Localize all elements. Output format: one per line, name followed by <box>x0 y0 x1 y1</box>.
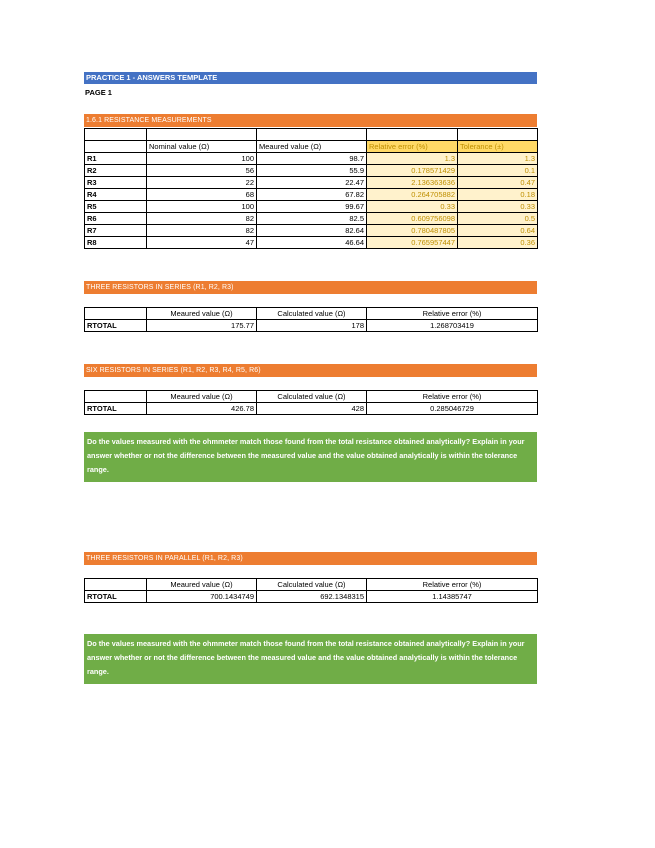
tolerance-cell[interactable]: 0.36 <box>458 237 538 249</box>
calculated-cell[interactable]: 692.1348315 <box>257 591 367 603</box>
measured-cell[interactable]: 82.5 <box>257 213 367 225</box>
measured-cell[interactable]: 46.64 <box>257 237 367 249</box>
nominal-cell[interactable]: 47 <box>147 237 257 249</box>
calculated-header[interactable]: Calculated value (Ω) <box>257 391 367 403</box>
tolerance-cell[interactable]: 0.5 <box>458 213 538 225</box>
series6-question[interactable]: Do the values measured with the ohmmeter match those found from the total resistance obtained analytically? Explain in your answer whether or not the difference between the measured value and the value obtained analytically is within the tolerance range. <box>84 432 537 482</box>
measured-header[interactable]: Meaured value (Ω) <box>147 308 257 320</box>
tolerance-cell[interactable]: 0.1 <box>458 165 538 177</box>
document-title: PRACTICE 1 - ANSWERS TEMPLATE <box>84 72 537 84</box>
blank-cell[interactable] <box>85 129 147 141</box>
parallel3-section-title: THREE RESISTORS IN PARALLEL (R1, R2, R3) <box>84 552 537 565</box>
tolerance-cell[interactable]: 1.3 <box>458 153 538 165</box>
series3-table <box>84 307 538 332</box>
row-label[interactable]: R2 <box>85 165 147 177</box>
table-row <box>85 153 538 165</box>
nominal-cell[interactable]: 68 <box>147 189 257 201</box>
nominal-header[interactable]: Nominal value (Ω) <box>147 141 257 153</box>
nominal-cell[interactable]: 56 <box>147 165 257 177</box>
row-label[interactable]: R5 <box>85 201 147 213</box>
measured-header[interactable]: Meaured value (Ω) <box>257 141 367 153</box>
measured-cell[interactable]: 426.78 <box>147 403 257 415</box>
nominal-cell[interactable]: 100 <box>147 153 257 165</box>
rel-error-cell[interactable]: 0.285046729 <box>367 403 538 415</box>
nominal-cell[interactable]: 100 <box>147 201 257 213</box>
header-row <box>85 141 538 153</box>
table-row <box>85 165 538 177</box>
measured-header[interactable]: Meaured value (Ω) <box>147 579 257 591</box>
rel-error-cell[interactable]: 0.780487805 <box>367 225 458 237</box>
rel-error-header[interactable]: Relative error (%) <box>367 391 538 403</box>
tolerance-header[interactable]: Tolerance (±) <box>458 141 538 153</box>
row-label[interactable]: R8 <box>85 237 147 249</box>
nominal-cell[interactable]: 82 <box>147 213 257 225</box>
rel-error-cell[interactable]: 0.33 <box>367 201 458 213</box>
calculated-cell[interactable]: 178 <box>257 320 367 332</box>
measured-cell[interactable]: 99.67 <box>257 201 367 213</box>
rel-error-cell[interactable]: 2.136363636 <box>367 177 458 189</box>
measured-cell[interactable]: 700.1434749 <box>147 591 257 603</box>
resistance-table <box>84 128 538 249</box>
table-row <box>85 225 538 237</box>
rel-error-cell[interactable]: 1.14385747 <box>367 591 538 603</box>
table-row <box>85 189 538 201</box>
parallel3-table <box>84 578 538 603</box>
corner-cell[interactable] <box>85 141 147 153</box>
nominal-cell[interactable]: 82 <box>147 225 257 237</box>
calculated-cell[interactable]: 428 <box>257 403 367 415</box>
corner-cell[interactable] <box>85 308 147 320</box>
table-row <box>85 320 538 332</box>
measured-cell[interactable]: 175.77 <box>147 320 257 332</box>
nominal-cell[interactable]: 22 <box>147 177 257 189</box>
rel-error-header[interactable]: Relative error (%) <box>367 579 538 591</box>
corner-cell[interactable] <box>85 391 147 403</box>
tolerance-cell[interactable]: 0.18 <box>458 189 538 201</box>
table-row <box>85 177 538 189</box>
header-row <box>85 308 538 320</box>
tolerance-cell[interactable]: 0.47 <box>458 177 538 189</box>
tolerance-cell[interactable]: 0.33 <box>458 201 538 213</box>
measured-cell[interactable]: 82.64 <box>257 225 367 237</box>
table-row <box>85 201 538 213</box>
table-row <box>85 213 538 225</box>
calculated-header[interactable]: Calculated value (Ω) <box>257 308 367 320</box>
row-label[interactable]: R7 <box>85 225 147 237</box>
rel-error-cell[interactable]: 0.765957447 <box>367 237 458 249</box>
tolerance-cell[interactable]: 0.64 <box>458 225 538 237</box>
corner-cell[interactable] <box>85 579 147 591</box>
rel-error-cell[interactable]: 0.264705882 <box>367 189 458 201</box>
rel-error-cell[interactable]: 1.268703419 <box>367 320 538 332</box>
measured-cell[interactable]: 22.47 <box>257 177 367 189</box>
table-row <box>85 129 538 141</box>
calculated-header[interactable]: Calculated value (Ω) <box>257 579 367 591</box>
header-row <box>85 579 538 591</box>
row-label[interactable]: RTOTAL <box>85 403 147 415</box>
row-label[interactable]: R6 <box>85 213 147 225</box>
row-label[interactable]: RTOTAL <box>85 320 147 332</box>
rel-error-cell[interactable]: 1.3 <box>367 153 458 165</box>
row-label[interactable]: R3 <box>85 177 147 189</box>
header-row <box>85 391 538 403</box>
row-label[interactable]: RTOTAL <box>85 591 147 603</box>
parallel3-question[interactable]: Do the values measured with the ohmmeter match those found from the total resistance obtained analytically? Explain in your answer whether or not the difference between the measured value and the value obtained analytically is within the tolerance range. <box>84 634 537 684</box>
rel-error-cell[interactable]: 0.609756098 <box>367 213 458 225</box>
rel-error-header[interactable]: Relative error (%) <box>367 141 458 153</box>
blank-cell[interactable] <box>147 129 257 141</box>
rel-error-header[interactable]: Relative error (%) <box>367 308 538 320</box>
series6-section-title: SIX RESISTORS IN SERIES (R1, R2, R3, R4, R5, R6) <box>84 364 537 377</box>
series3-section-title: THREE RESISTORS IN SERIES (R1, R2, R3) <box>84 281 537 294</box>
measured-cell[interactable]: 55.9 <box>257 165 367 177</box>
row-label[interactable]: R1 <box>85 153 147 165</box>
series6-table <box>84 390 538 415</box>
blank-cell[interactable] <box>367 129 458 141</box>
measured-cell[interactable]: 98.7 <box>257 153 367 165</box>
table-row <box>85 403 538 415</box>
page-label: PAGE 1 <box>85 88 112 97</box>
measured-cell[interactable]: 67.82 <box>257 189 367 201</box>
row-label[interactable]: R4 <box>85 189 147 201</box>
blank-cell[interactable] <box>257 129 367 141</box>
measured-header[interactable]: Meaured value (Ω) <box>147 391 257 403</box>
table-row <box>85 591 538 603</box>
blank-cell[interactable] <box>458 129 538 141</box>
rel-error-cell[interactable]: 0.178571429 <box>367 165 458 177</box>
table-row <box>85 237 538 249</box>
resistance-section-title: 1.6.1 RESISTANCE MEASUREMENTS <box>84 114 537 127</box>
